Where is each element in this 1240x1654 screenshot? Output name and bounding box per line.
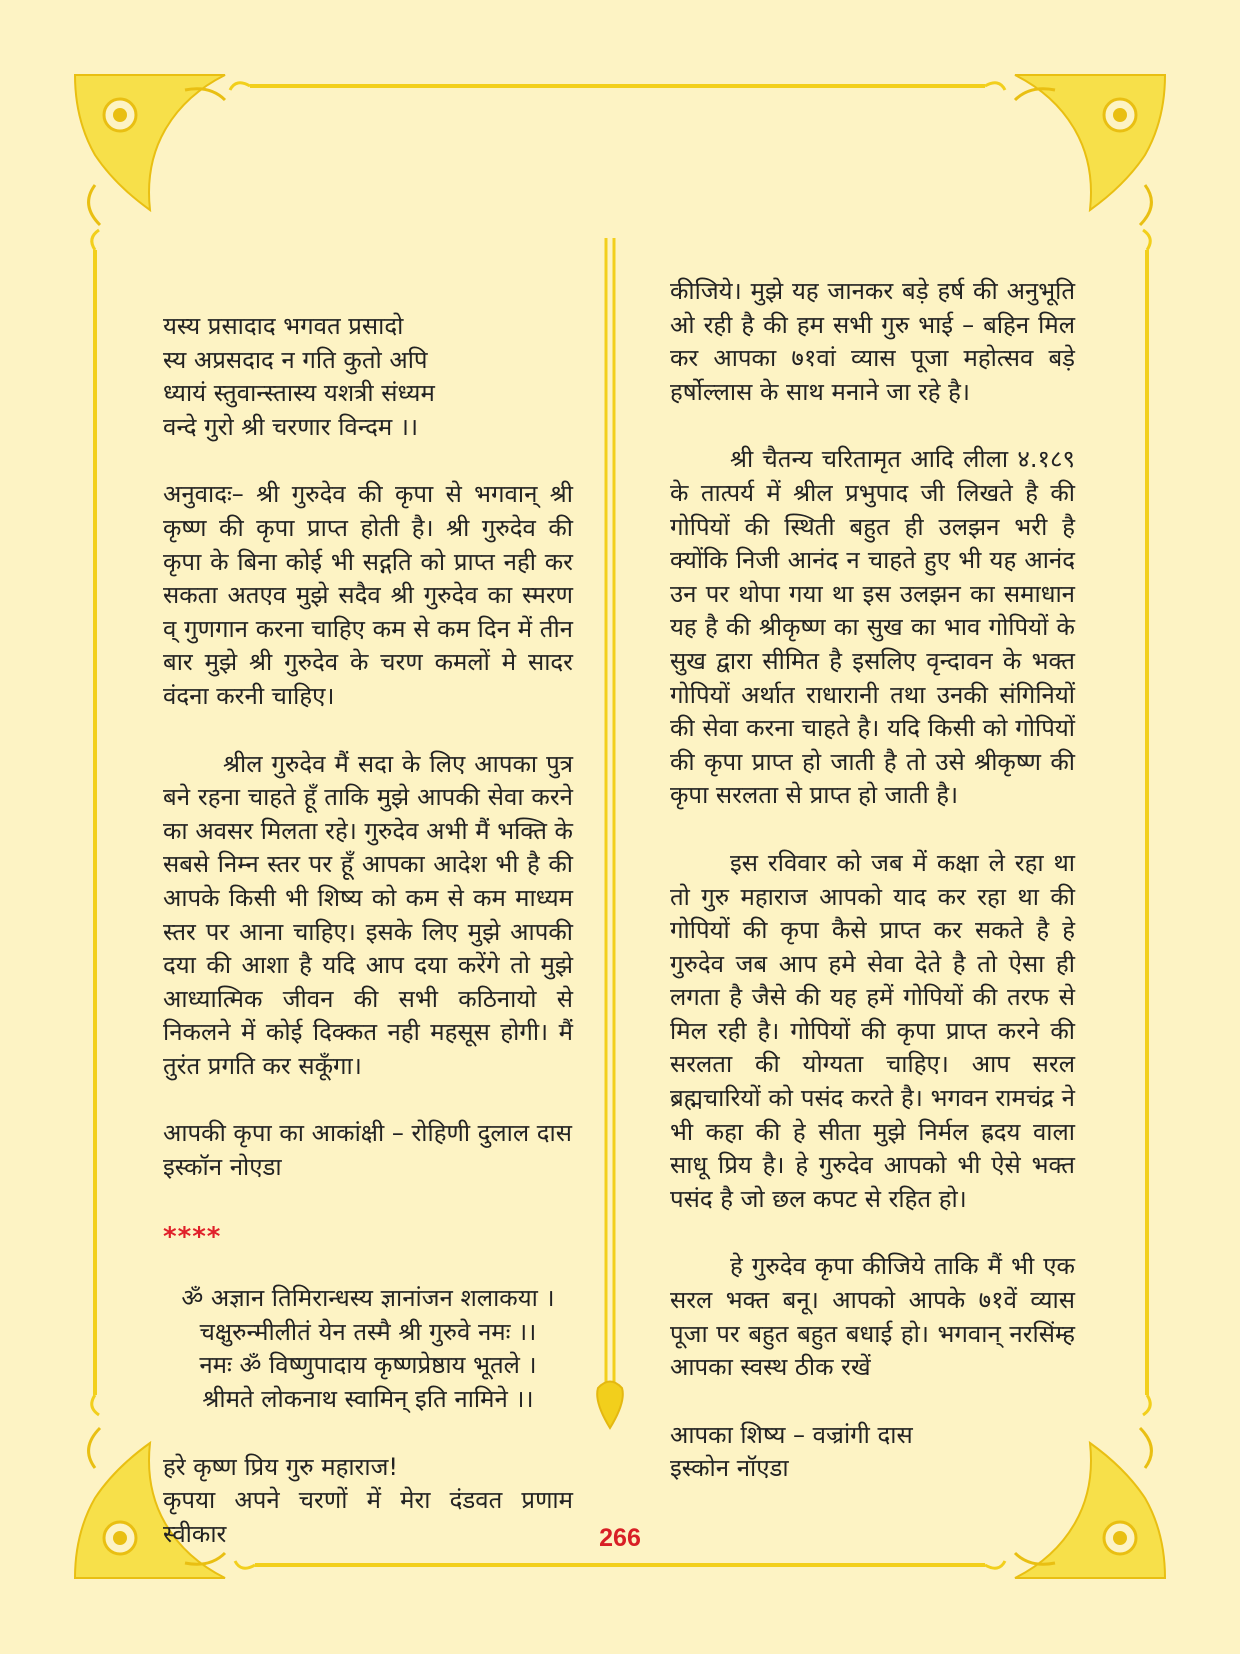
verse-line: वन्दे गुरो श्री चरणार विन्दम ।। [163, 412, 419, 441]
verse-line: यस्य प्रसादाद भगवत प्रसादो [163, 312, 404, 340]
signature-name: आपका शिष्य – वज्रांगी दास [670, 1420, 913, 1449]
signature-name: आपकी कृपा का आकांक्षी – रोहिणी दुलाल दास [163, 1119, 572, 1148]
body-paragraph: श्री चैतन्य चरितामृत आदि लीला ४.१८९ के तात्पर्य में श्रील प्रभुपाद जी लिखते है की गोपियों की स्थिती बहुत ही उलझन भरी है क्योंकि निजी आनंद न चाहते हुए भी यह आनंद उन पर थोपा गया था इस उलझन का समाधान यह है की श्रीकृष्ण का सुख का भाव गोपियों के सुख द्वारा सीमित है इसलिए वृन्दावन के भक्त गोपियों अर्थात राधारानी तथा उनकी संगिनियों की सेवा करना चाहते है। यदि किसी को गोपियों की कृपा प्राप्त हो जाती है तो उसे श्रीकृष्ण की कृपा सरलता से प्राप्त हो जाती है। [670, 445, 1075, 810]
translation-paragraph: अनुवादः– श्री गुरुदेव की कृपा से भगवान् श्री कृष्ण की कृपा प्राप्त होती है। श्री गुरुदेव की कृपा के बिना कोई भी सद्गति को प्राप्त नही कर सकता अतएव मुझे सदैव श्री गुरुदेव का स्मरण व् गुणगान करना चाहिए कम से कम दिन में तीन बार मुझे श्री गुरुदेव के चरण कमलों मे सादर वंदना करनी चाहिए। [163, 480, 573, 710]
corner-ornament-top-left [75, 75, 225, 225]
page-number: 266 [599, 1524, 641, 1552]
mantra-line: श्रीमते लोकनाथ स्वामिन् इति नामिने ।। [202, 1385, 534, 1414]
section-separator: **** [163, 1221, 222, 1252]
corner-ornament-top-right [1015, 75, 1165, 225]
greeting: हरे कृष्ण प्रिय गुरु महाराज! [163, 1452, 399, 1481]
signature-place: इस्कॉन नोएडा [163, 1153, 282, 1182]
verse-line: ध्यायं स्तुवान्स्तास्य यशत्री संध्यम [163, 379, 435, 408]
column-divider [597, 238, 623, 1428]
mantra-line: ॐ अज्ञान तिमिरान्धस्य ज्ञानांजन शलाकया । [181, 1284, 555, 1313]
left-column [163, 310, 573, 1551]
verse-line: स्य अप्रसदाद न गति कुतो अपि [163, 345, 428, 374]
continuation-paragraph: कीजिये। मुझे यह जानकर बड़े हर्ष की अनुभूति ओ रही है की हम सभी गुरु भाई – बहिन मिल कर आपका ७१वां व्यास पूजा महोत्सव बड़े हर्षोल्लास के साथ मनाने जा रहे है। [670, 277, 1075, 406]
signature-place: इस्कोन नॉएडा [670, 1454, 789, 1483]
mantra-line: चक्षुरुन्मीलीतं येन तस्मै श्री गुरुवे नमः ।। [199, 1317, 537, 1346]
closing-text: कृपया अपने चरणों में मेरा दंडवत प्रणाम स्वीकार [163, 1486, 573, 1548]
body-paragraph: हे गुरुदेव कृपा कीजिये ताकि मैं भी एक सरल भक्त बनू। आपको आपके ७१वें व्यास पूजा पर बहुत बहुत बधाई हो। भगवान् नरसिंम्ह आपका स्वस्थ ठीक रखें [670, 1252, 1075, 1382]
body-paragraph: इस रविवार को जब में कक्षा ले रहा था तो गुरु महाराज आपको याद कर रहा था की गोपियों की कृपा कैसे प्राप्त कर सकते है हे गुरुदेव जब आप हमे सेवा देते है तो ऐसा ही लगता है जैसे की यह हमें गोपियों की तरफ से मिल रही है। गोपियों की कृपा प्राप्त करने की सरलता की योग्यता चाहिए। आप सरल ब्रह्मचारियों को पसंद करते है। भगवन रामचंद्र ने भी कहा की हे सीता मुझे निर्मल ह्रदय वाला साधू प्रिय है। हे गुरुदेव आपको भी ऐसे भक्त पसंद है जो छल कपट से रहित हो। [670, 848, 1075, 1213]
right-column [670, 275, 1075, 1486]
mantra-line: नमः ॐ विष्णुपादाय कृष्णप्रेष्ठाय भूतले । [199, 1351, 537, 1380]
body-paragraph: श्रील गुरुदेव मैं सदा के लिए आपका पुत्र बने रहना चाहते हूँ ताकि मुझे आपकी सेवा करने का अवसर मिलता रहे। गुरुदेव अभी मैं भक्ति के सबसे निम्न स्तर पर हूँ आपका आदेश भी है की आपके किसी भी शिष्य को कम से कम माध्यम स्तर पर आना चाहिए। इसके लिए मुझे आपकी दया की आशा है यदि आप दया करेंगे तो मुझे आध्यात्मिक जीवन की सभी कठिनायो से निकलने में कोई दिक्कत नही महसूस होगी। मैं तुरंत प्रगति कर सकूँगा। [163, 749, 573, 1080]
